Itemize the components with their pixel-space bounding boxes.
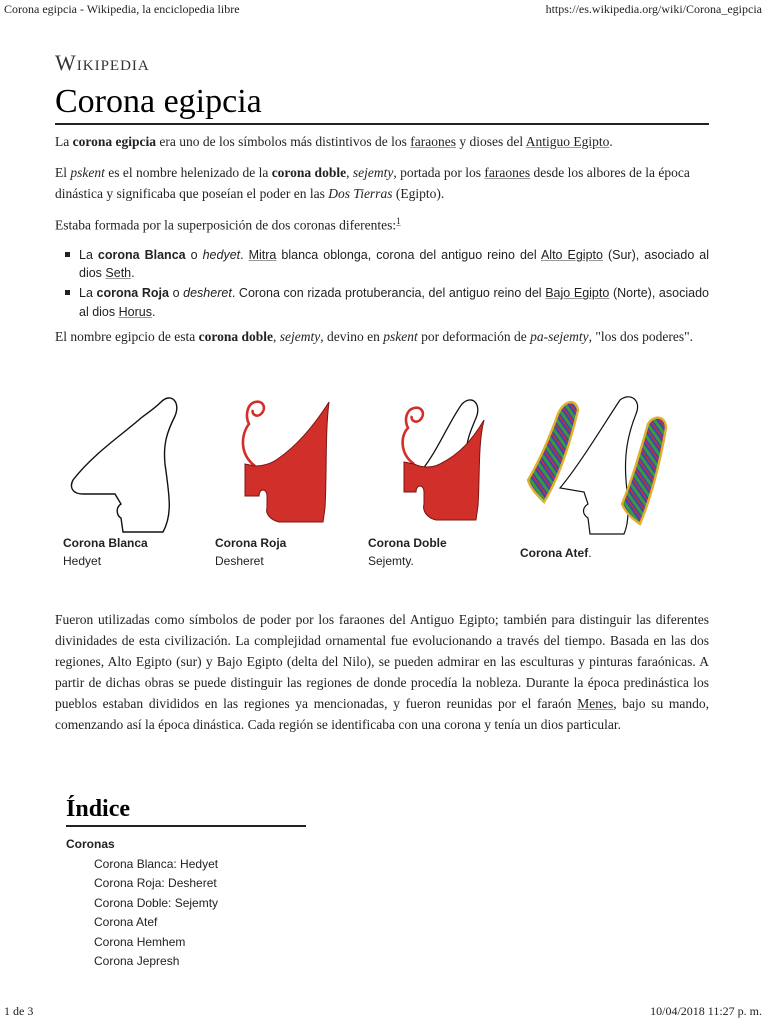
wikipedia-logo[interactable]: Wikipedia — [55, 50, 150, 75]
caption-title: Corona Roja — [215, 536, 287, 550]
table-of-contents — [66, 796, 306, 972]
history-paragraph: Fueron utilizadas como símbolos de poder por los faraones del Antiguo Egipto; también para distinguir las diferentes divinidades de esta civilización. La complejidad ornamental fue evolucionando a través del tiempo. Basada en las dos regiones, Alto Egipto (sur) y Bajo Egipto (delta del Nilo), se pueden admirar en las esculturas y pinturas faraónicas. A partir de dichas obras se puede distinguir las regiones de donde procedía la nobleza. Durante la época predinástica los pueblos estaban divididos en las regiones ya mencionadas, y fueron reunidas por el faraón Menes, bajo su mando, comenzando así la época dinástica. Cada región se identificaba con una corona y tenía un dios particular. — [55, 612, 709, 732]
caption-title: Corona Doble — [368, 536, 447, 550]
caption-tail: . — [588, 546, 592, 560]
white-crown-image[interactable] — [63, 384, 203, 534]
intro-paragraph-2: El pskent es el nombre helenizado de la corona doble, sejemty, portada por los faraones desde los albores de la época dinástica y significaba que poseían el poder en las Dos Tierras (Egipto). — [55, 164, 690, 201]
caption-subtitle: Sejemty. — [368, 554, 414, 568]
caption-subtitle: Hedyet — [63, 554, 102, 568]
link-faraones[interactable]: faraones — [410, 134, 456, 149]
link-horus[interactable]: Horus — [118, 304, 152, 319]
gallery-item-corona-doble — [368, 384, 518, 570]
gallery-item-corona-blanca — [63, 384, 213, 570]
print-header-url[interactable]: https://es.wikipedia.org/wiki/Corona_egipcia — [545, 2, 762, 16]
link-alto-egipto[interactable]: Alto Egipto — [540, 248, 603, 263]
red-crown-image[interactable] — [215, 384, 355, 534]
link-seth[interactable]: Seth — [105, 266, 132, 281]
toc-item[interactable]: Corona Atef — [94, 915, 158, 929]
crowns-list — [55, 246, 709, 321]
caption-title: Corona Atef — [520, 546, 589, 560]
toc-item-coronas[interactable]: Coronas — [66, 837, 115, 851]
print-timestamp: 10/04/2018 11:27 p. m. — [650, 1004, 762, 1018]
print-header-title: Corona egipcia - Wikipedia, la enciclopedia libre — [4, 2, 240, 16]
link-bajo-egipto[interactable]: Bajo Egipto — [545, 286, 610, 301]
atef-crown-image[interactable] — [520, 384, 680, 544]
intro-paragraph-4: El nombre egipcio de esta corona doble, sejemty, devino en pskent por deformación de pa-sejemty, "los dos poderes". — [55, 328, 694, 344]
toc-item[interactable]: Corona Jepresh — [94, 954, 180, 968]
page-title: Corona egipcia — [55, 83, 709, 125]
toc-list — [66, 835, 306, 972]
caption-title: Corona Blanca — [63, 536, 148, 550]
reference-1[interactable]: 1 — [396, 215, 401, 226]
toc-item[interactable]: Corona Doble: Sejemty — [94, 895, 219, 910]
intro-paragraph-3: Estaba formada por la superposición de dos coronas diferentes:$^1$ — [55, 215, 401, 233]
list-item: La corona Roja o desheret. Corona con rizada protuberancia, del antiguo reino del Bajo Egipto (Norte), asociado al dios Horus. — [65, 284, 709, 320]
toc-item[interactable]: Corona Blanca: Hedyet — [94, 856, 219, 871]
link-antiguo-egipto[interactable]: Antiguo Egipto — [525, 134, 610, 149]
page-count: 1 de 3 — [4, 1004, 34, 1018]
crown-gallery — [55, 384, 715, 584]
toc-title: Índice — [66, 796, 306, 827]
caption-atef — [520, 544, 670, 562]
print-footer — [4, 1004, 762, 1020]
toc-item[interactable]: Corona Roja: Desheret — [94, 876, 217, 890]
double-crown-image[interactable] — [368, 384, 508, 534]
caption-subtitle: Desheret — [215, 554, 264, 568]
toc-item[interactable]: Corona Hemhem — [94, 934, 186, 949]
print-header — [4, 2, 762, 18]
article-intro — [55, 132, 709, 358]
link-mitra[interactable]: Mitra — [248, 248, 277, 263]
link-menes[interactable]: Menes — [577, 695, 614, 711]
gallery-item-corona-atef — [520, 384, 670, 562]
link-faraones-2[interactable]: faraones — [484, 164, 531, 180]
intro-paragraph-1: La corona egipcia era uno de los símbolos más distintivos de los faraones y dioses del Antiguo Egipto. — [55, 134, 613, 149]
gallery-item-corona-roja — [215, 384, 365, 570]
list-item: La corona Blanca o hedyet. Mitra blanca oblonga, corona del antiguo reino del Alto Egipto (Sur), asociado al dios Seth. — [65, 246, 709, 282]
